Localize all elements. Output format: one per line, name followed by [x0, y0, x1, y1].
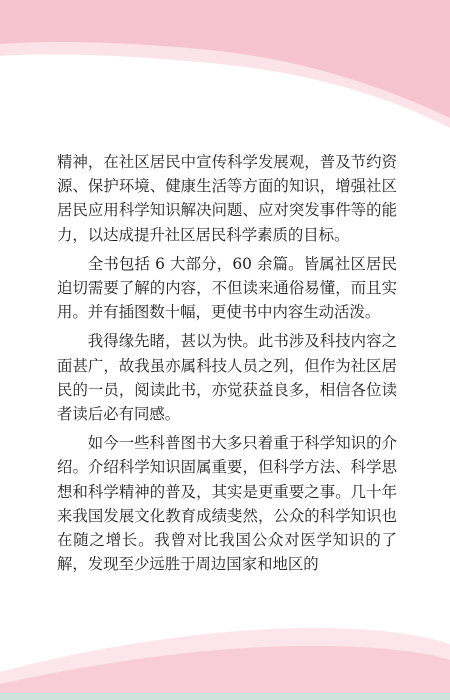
footer-strip	[0, 693, 450, 700]
paragraph-2: 全书包括 6 大部分，60 余篇。皆属社区居民迫切需要了解的内容，不但读来通俗易懂，而且实用。并有插图数十幅，更使书中内容生动活泼。	[57, 254, 397, 322]
paragraph-4: 如今一些科普图书大多只着重于科学知识的介绍。介绍科学知识固属重要，但科学方法、科学思想和科学精神的普及，其实是更重要之事。几十年来我国发展文化教育成绩斐然，公众的科学知识也在随之增长。我曾对比我国公众对医学知识的了解，发现至少远胜于周边国家和地区的	[57, 434, 397, 574]
body-text	[57, 150, 397, 576]
paragraph-3: 我得缘先睹，甚以为快。此书涉及科技内容之面甚广，故我虽亦属科技人员之列，但作为社区居民的一员，阅读此书，亦觉获益良多，相信各位读者读后必有同感。	[57, 332, 397, 424]
bottom-wave-decoration-dark	[0, 646, 450, 700]
paragraph-1: 精神，在社区居民中宣传科学发展观，普及节约资源、保护环境、健康生活等方面的知识，增强社区居民应用科学知识解决问题、应对突发事件等的能力，以达成提升社区居民科学素质的目标。	[57, 153, 397, 244]
